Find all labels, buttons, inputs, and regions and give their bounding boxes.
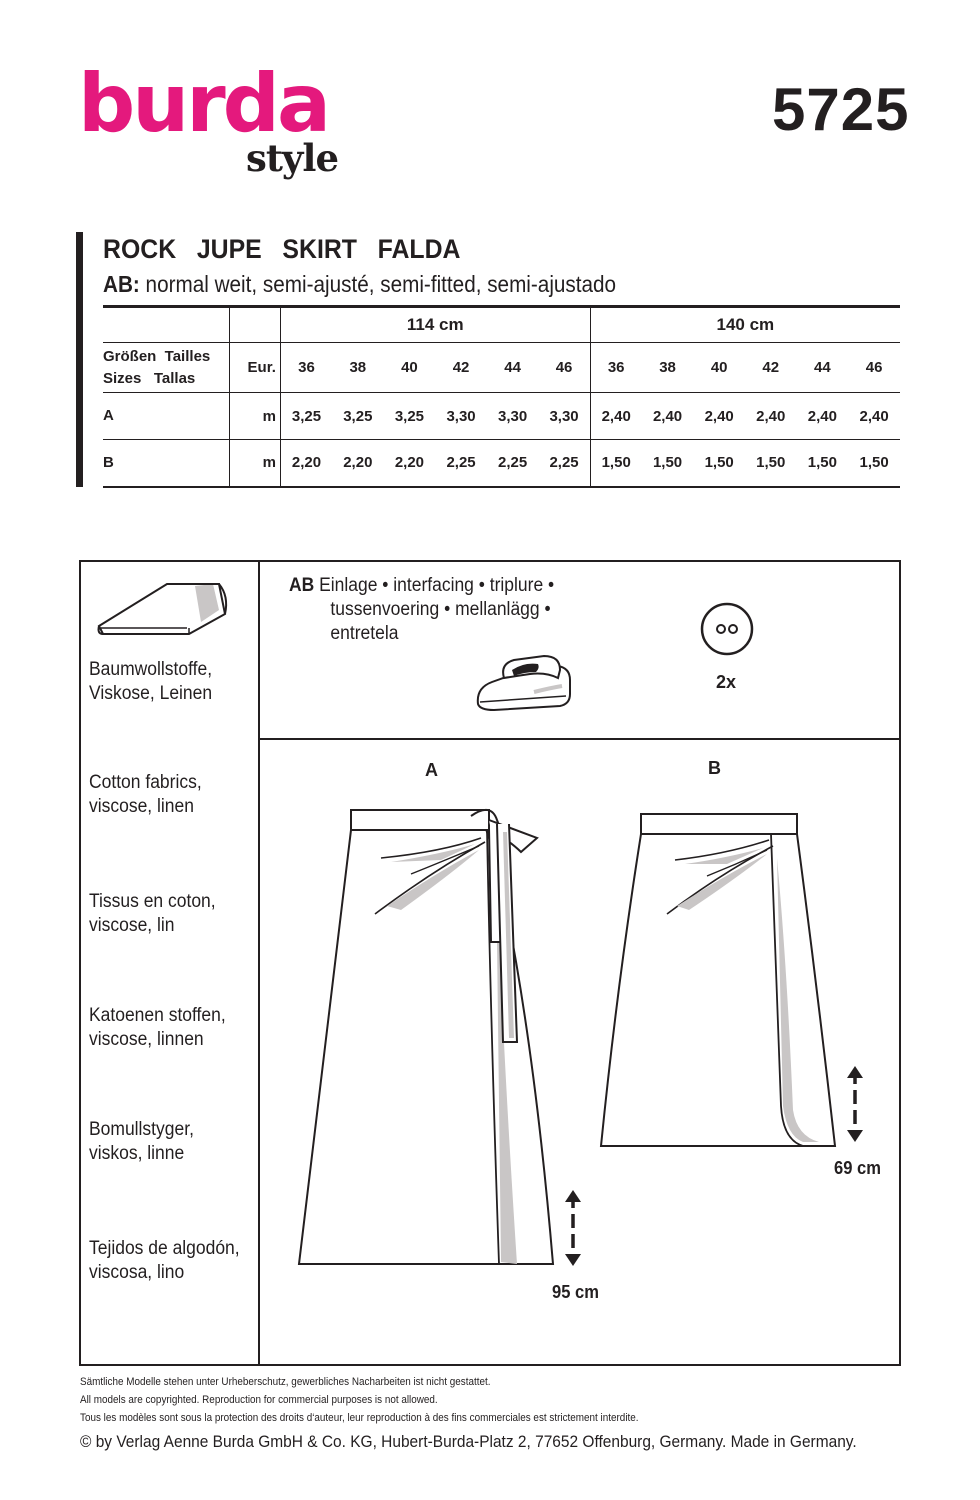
- fabric-line: Cotton fabrics,: [89, 772, 202, 793]
- size-cell: 38: [332, 343, 384, 393]
- fabric-line: viscosa, lino: [89, 1262, 185, 1283]
- size-cell: 44: [487, 343, 539, 393]
- fabric-line: viscose, linen: [89, 796, 194, 817]
- size-cell: 40: [693, 343, 745, 393]
- copyright-note-en: All models are copyrighted. Reproduction for commercial purposes is not allowed.: [80, 1394, 438, 1406]
- view-b-length: 69 cm: [834, 1158, 881, 1178]
- yardage-cell: 3,30: [487, 393, 539, 440]
- fabric-text-nl: [89, 1004, 226, 1052]
- yardage-cell: 3,25: [332, 393, 384, 440]
- notions-views: AB: [289, 575, 315, 596]
- skirt-a-illustration: [291, 802, 561, 1272]
- table-row: [103, 440, 900, 487]
- length-arrow-b-icon: [845, 1064, 865, 1144]
- size-cell: 44: [797, 343, 849, 393]
- yardage-cell: 2,40: [590, 393, 642, 440]
- size-cell: 40: [384, 343, 436, 393]
- yardage-table: [103, 305, 900, 488]
- empty-cell: [229, 307, 280, 343]
- fabric-line: viscose, lin: [89, 915, 175, 936]
- yardage-cell: 2,40: [848, 393, 900, 440]
- yardage-cell: 2,25: [435, 440, 487, 487]
- iron-icon: [474, 652, 574, 712]
- yardage-cell: 3,30: [538, 393, 590, 440]
- yardage-cell: 2,40: [797, 393, 849, 440]
- view-a-length: 95 cm: [552, 1282, 599, 1302]
- yardage-cell: 1,50: [797, 440, 849, 487]
- yardage-cell: 2,40: [693, 393, 745, 440]
- notions-section: [260, 562, 899, 740]
- publisher-copyright: © by Verlag Aenne Burda GmbH & Co. KG, Hubert-Burda-Platz 2, 77652 Offenburg, Germany. Made in Germany.: [80, 1432, 857, 1451]
- garment-title: ROCK JUPE SKIRT FALDA: [103, 234, 461, 264]
- view-b-label: B: [708, 758, 721, 778]
- size-cell: 46: [848, 343, 900, 393]
- size-cell: 38: [642, 343, 694, 393]
- fabric-line: Viskose, Leinen: [89, 683, 213, 704]
- unit-cell: m: [229, 393, 280, 440]
- button-icon: [700, 602, 754, 656]
- fabric-line: viskos, linne: [89, 1143, 185, 1164]
- fabric-text-sv: [89, 1118, 194, 1166]
- yardage-cell: 2,40: [642, 393, 694, 440]
- yardage-cell: 2,25: [538, 440, 590, 487]
- fabric-line: Baumwollstoffe,: [89, 659, 213, 680]
- yardage-cell: 1,50: [693, 440, 745, 487]
- fabric-text-de: [89, 658, 212, 706]
- yardage-cell: 2,20: [332, 440, 384, 487]
- fabric-suggestions: [81, 562, 260, 1364]
- fabric-line: Katoenen stoffen,: [89, 1005, 226, 1026]
- header-accent-bar: [76, 232, 83, 487]
- unit-cell: m: [229, 440, 280, 487]
- fabric-width-header: 114 cm: [280, 307, 590, 343]
- fabric-width-header: 140 cm: [590, 307, 900, 343]
- view-row-label: A: [103, 393, 229, 440]
- fabric-bolt-icon: [95, 570, 245, 642]
- fabric-text-es: [89, 1237, 240, 1285]
- yardage-cell: 3,25: [384, 393, 436, 440]
- size-cell: 36: [280, 343, 332, 393]
- fit-description: normal weit, semi-ajusté, semi-fitted, semi-ajustado: [139, 271, 617, 297]
- yardage-cell: 1,50: [590, 440, 642, 487]
- fabric-text-fr: [89, 890, 216, 938]
- button-count: 2x: [716, 672, 737, 692]
- length-arrow-a-icon: [563, 1188, 583, 1268]
- notions-line: Einlage • interfacing • triplure •: [314, 575, 555, 596]
- notions-line: entretela: [330, 623, 399, 644]
- fit-views: AB:: [103, 271, 140, 297]
- size-cell: 36: [590, 343, 642, 393]
- yardage-cell: 1,50: [642, 440, 694, 487]
- fabric-line: Tejidos de algodón,: [89, 1238, 240, 1259]
- size-cell: 42: [435, 343, 487, 393]
- pattern-number: 5725: [772, 76, 910, 143]
- size-label-line: Größen Tailles: [103, 347, 211, 365]
- skirt-b-illustration: [597, 806, 845, 1152]
- brand-logo-sub: style: [246, 136, 339, 180]
- fabric-line: Tissus en coton,: [89, 891, 216, 912]
- size-cell: 42: [745, 343, 797, 393]
- fabric-line: Bomullstyger,: [89, 1119, 194, 1140]
- fabric-line: viscose, linnen: [89, 1029, 204, 1050]
- yardage-cell: 1,50: [848, 440, 900, 487]
- empty-cell: [103, 307, 229, 343]
- fit-subtitle: [103, 273, 616, 296]
- size-label: [103, 343, 229, 393]
- table-row: [103, 393, 900, 440]
- pattern-info-panel: [79, 560, 901, 1366]
- copyright-note-fr: Tous les modèles sont sous la protection des droits d‘auteur, leur reproduction à des fins commerciales est strictement interdite.: [80, 1412, 639, 1424]
- yardage-cell: 2,25: [487, 440, 539, 487]
- brand-logo: burda: [78, 57, 328, 150]
- yardage-cell: 1,50: [745, 440, 797, 487]
- eur-label: Eur.: [229, 343, 280, 393]
- notions-line: tussenvoering • mellanlägg •: [330, 599, 551, 620]
- size-cell: 46: [538, 343, 590, 393]
- yardage-cell: 2,20: [384, 440, 436, 487]
- yardage-cell: 2,40: [745, 393, 797, 440]
- interfacing-text: [289, 574, 554, 646]
- copyright-note-de: Sämtliche Modelle stehen unter Urheberschutz, gewerbliches Nacharbeiten ist nicht gestattet.: [80, 1376, 491, 1388]
- yardage-cell: 3,30: [435, 393, 487, 440]
- view-row-label: B: [103, 440, 229, 487]
- fabric-text-en: [89, 771, 202, 819]
- size-label-line: Sizes Tallas: [103, 369, 196, 387]
- yardage-cell: 3,25: [280, 393, 332, 440]
- view-a-label: A: [425, 760, 438, 780]
- yardage-cell: 2,20: [280, 440, 332, 487]
